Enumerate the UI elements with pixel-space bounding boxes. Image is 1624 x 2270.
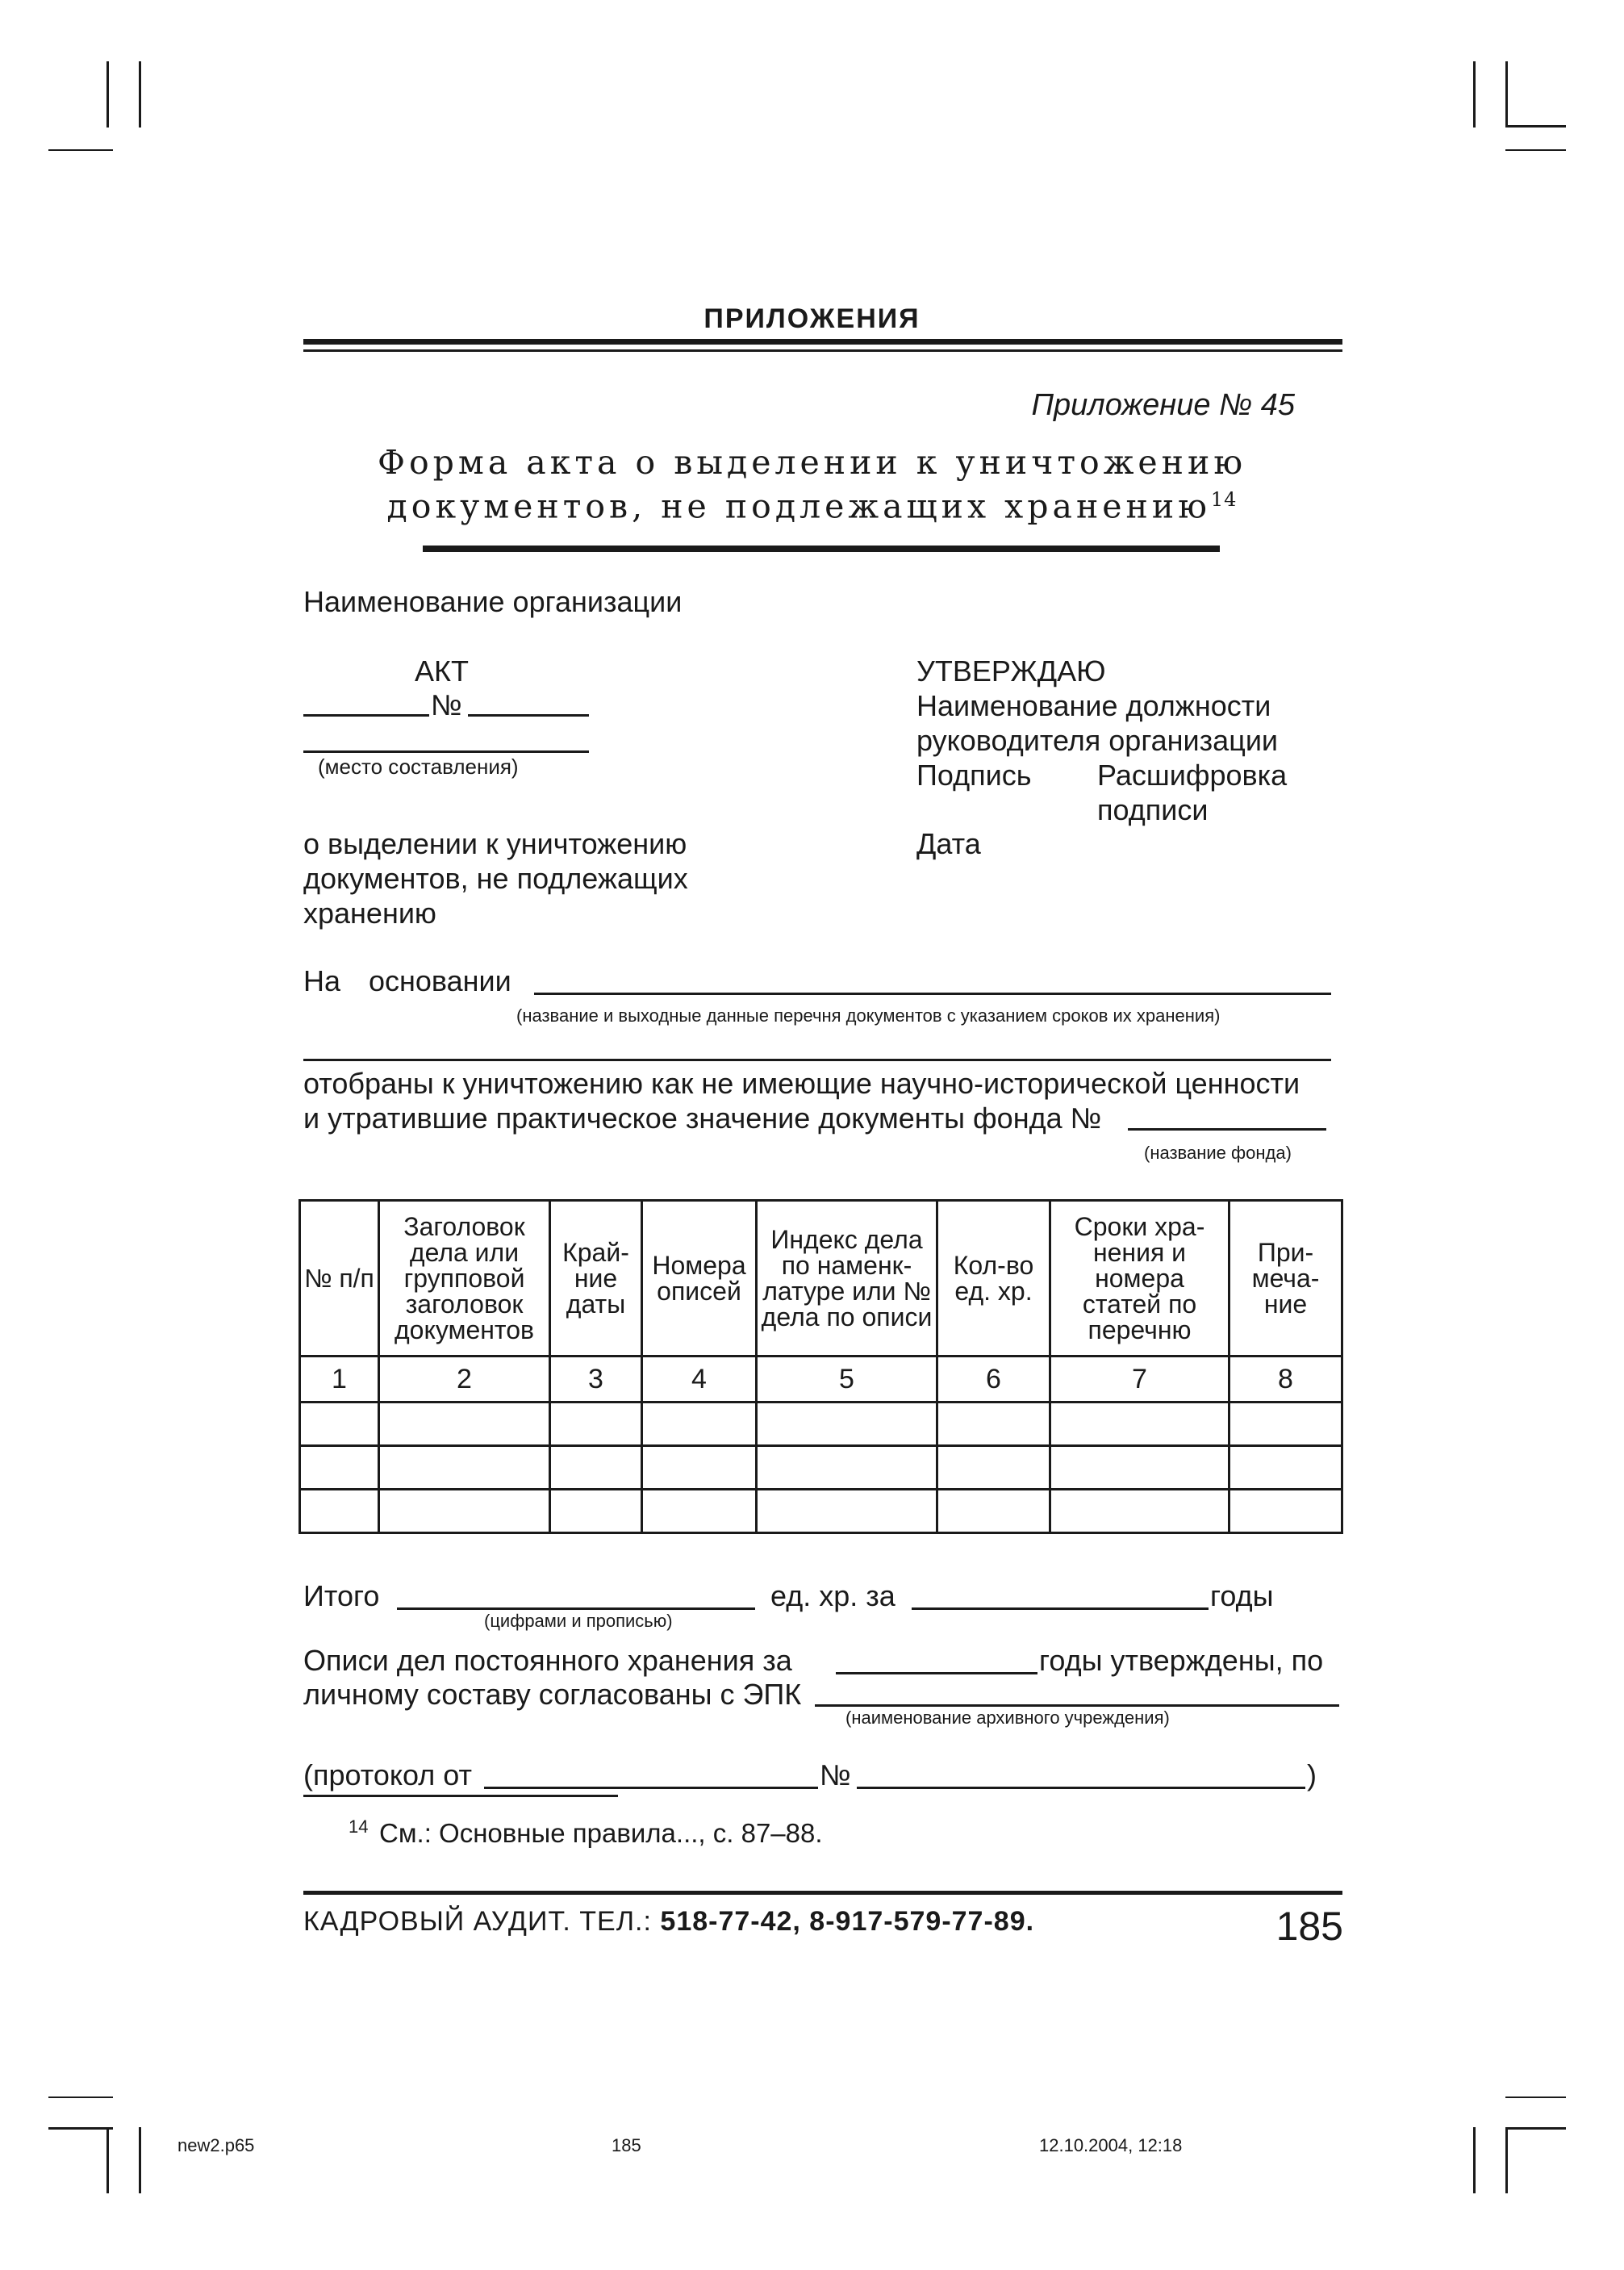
print-datetime: 12.10.2004, 12:18 (1039, 2135, 1183, 2155)
appendix-title-line1: Форма акта о выделении к уничтожению (377, 443, 1247, 482)
about-line3: хранению (303, 897, 436, 930)
table-cell (1050, 1490, 1229, 1533)
table-header-cell: № п/п (300, 1201, 379, 1357)
crop-mark (48, 2127, 113, 2130)
print-page: 185 (612, 2135, 641, 2155)
crop-mark (1505, 2127, 1508, 2193)
table-number-cell: 1 (300, 1357, 379, 1403)
act-date-blank (303, 714, 429, 717)
basis-caption: (название и выходные данные перечня документов с указанием сроков их хранения) (516, 1005, 1221, 1026)
fund-caption: (название фонда) (1144, 1143, 1292, 1163)
footer-rule (303, 1891, 1342, 1895)
basis-osnovanii: основании (369, 964, 511, 997)
table-number-cell: 3 (550, 1357, 642, 1403)
table-cell (1229, 1446, 1342, 1490)
approve-label: УТВЕРЖДАЮ (916, 654, 1106, 688)
table-number-cell: 8 (1229, 1357, 1342, 1403)
about-line2: документов, не подлежащих (303, 862, 688, 895)
appendix-title-text: документов, не подлежащих хранению (386, 487, 1211, 526)
years-label: годы (1210, 1579, 1274, 1612)
protocol-date-blank (484, 1787, 818, 1789)
table-cell (379, 1403, 550, 1446)
table-cell (1229, 1403, 1342, 1446)
crop-mark (1505, 2127, 1566, 2130)
table-cell (550, 1403, 642, 1446)
table-header-cell: При-меча-ние (1229, 1201, 1342, 1357)
table-cell (300, 1446, 379, 1490)
footer-phones: 518-77-42, 8-917-579-77-89. (660, 1906, 1035, 1937)
footer-audit-label: КАДРОВЫЙ АУДИТ. ТЕЛ.: (303, 1906, 652, 1937)
footnote-ref: 14 (1210, 488, 1238, 511)
table-header-row (300, 1201, 1342, 1357)
signature-label: Подпись (916, 759, 1032, 792)
inventory-line2: личному составу согласованы с ЭПК (303, 1678, 802, 1711)
digits-caption: (цифрами и прописью) (484, 1611, 673, 1631)
table-header-cell: Кол-во ед. хр. (937, 1201, 1050, 1357)
table-number-row (300, 1357, 1342, 1403)
act-title: АКТ (415, 654, 469, 688)
destruction-table (298, 1199, 1343, 1534)
table-number-cell: 2 (379, 1357, 550, 1403)
protocol-number-sign: № (820, 1758, 851, 1791)
years-blank (912, 1607, 1209, 1610)
table-number-cell: 5 (757, 1357, 937, 1403)
appendix-title-line2 (0, 487, 1624, 526)
header-rule-thick (303, 339, 1342, 345)
table-row (300, 1490, 1342, 1533)
table-cell (937, 1446, 1050, 1490)
section-header: ПРИЛОЖЕНИЯ (703, 303, 921, 334)
title-rule (423, 546, 1220, 552)
print-file: new2.p65 (177, 2135, 255, 2155)
table-header-cell: Индекс дела по наменк-латуре или № дела по описи (757, 1201, 937, 1357)
act-number-sign: № (431, 688, 462, 721)
basis-text-line2: и утратившие практическое значение документы фонда № (303, 1102, 1102, 1135)
basis-blank (534, 993, 1331, 995)
table-header-cell: Край-ние даты (550, 1201, 642, 1357)
place-blank (303, 750, 589, 753)
table-cell (757, 1490, 937, 1533)
archive-caption: (наименование архивного учреждения) (845, 1708, 1170, 1728)
footnote-mark: 14 (349, 1816, 369, 1837)
table-cell (379, 1490, 550, 1533)
table-cell (300, 1403, 379, 1446)
table-cell (642, 1403, 757, 1446)
table-cell (757, 1403, 937, 1446)
table-cell (550, 1446, 642, 1490)
crop-mark (1505, 149, 1566, 151)
footer-audit-line (303, 1908, 1034, 1935)
crop-mark (1473, 2127, 1476, 2193)
table-number-cell: 4 (642, 1357, 757, 1403)
protocol-close: ) (1307, 1758, 1317, 1791)
place-caption: (место составления) (318, 755, 519, 779)
table-cell (757, 1446, 937, 1490)
table-cell (379, 1446, 550, 1490)
date-label: Дата (916, 827, 981, 860)
crop-mark (1505, 125, 1566, 128)
inventory-years-blank (836, 1672, 1037, 1674)
itogo-blank (397, 1607, 755, 1610)
archive-blank (815, 1704, 1339, 1707)
basis-text-line1: отобраны к уничтожению как не имеющие научно-исторической ценности (303, 1067, 1300, 1100)
inventory-line1-b: годы утверждены, по (1039, 1644, 1324, 1677)
decode-line2: подписи (1097, 793, 1209, 826)
table-number-cell: 7 (1050, 1357, 1229, 1403)
table-cell (937, 1490, 1050, 1533)
units-for-label: ед. хр. за (770, 1579, 895, 1612)
itogo-label: Итого (303, 1579, 380, 1612)
inventory-line1-a: Описи дел постоянного хранения за (303, 1644, 792, 1677)
table-header-cell: Заголовок дела или групповой заголовок документов (379, 1201, 550, 1357)
crop-mark (106, 61, 109, 128)
crop-mark (139, 2127, 141, 2193)
table-cell (300, 1490, 379, 1533)
table-cell (937, 1403, 1050, 1446)
fund-blank (1128, 1128, 1326, 1131)
position-line1: Наименование должности (916, 689, 1271, 722)
table-cell (1050, 1403, 1229, 1446)
crop-mark (106, 2127, 109, 2193)
basis-blank-2 (303, 1059, 1331, 1061)
position-line2: руководителя организации (916, 724, 1279, 757)
table-number-cell: 6 (937, 1357, 1050, 1403)
table-header-cell: Сроки хра-нения и номера статей по перечню (1050, 1201, 1229, 1357)
crop-mark (1505, 61, 1508, 128)
table-cell (550, 1490, 642, 1533)
protocol-open: (протокол от (303, 1758, 472, 1791)
footnote-text: См.: Основные правила..., с. 87–88. (379, 1818, 823, 1848)
decode-line1: Расшифровка (1097, 759, 1288, 792)
crop-mark (1473, 61, 1476, 128)
table-row (300, 1403, 1342, 1446)
table-header-cell: Номера описей (642, 1201, 757, 1357)
header-rule-thin (303, 349, 1342, 352)
table-cell (1229, 1490, 1342, 1533)
table-cell (1050, 1446, 1229, 1490)
page-number: 185 (1275, 1904, 1343, 1949)
act-number-blank (468, 714, 589, 717)
crop-mark (48, 2097, 113, 2098)
basis-na: На (303, 964, 341, 997)
footnote-rule (303, 1795, 618, 1797)
crop-mark (139, 61, 141, 128)
org-name-label: Наименование организации (303, 585, 683, 618)
table-cell (642, 1446, 757, 1490)
crop-mark (1505, 2097, 1566, 2098)
crop-mark (48, 149, 113, 151)
table-row (300, 1446, 1342, 1490)
table-cell (642, 1490, 757, 1533)
about-line1: о выделении к уничтожению (303, 827, 687, 860)
protocol-number-blank (857, 1787, 1305, 1789)
appendix-label: Приложение № 45 (1031, 388, 1295, 422)
